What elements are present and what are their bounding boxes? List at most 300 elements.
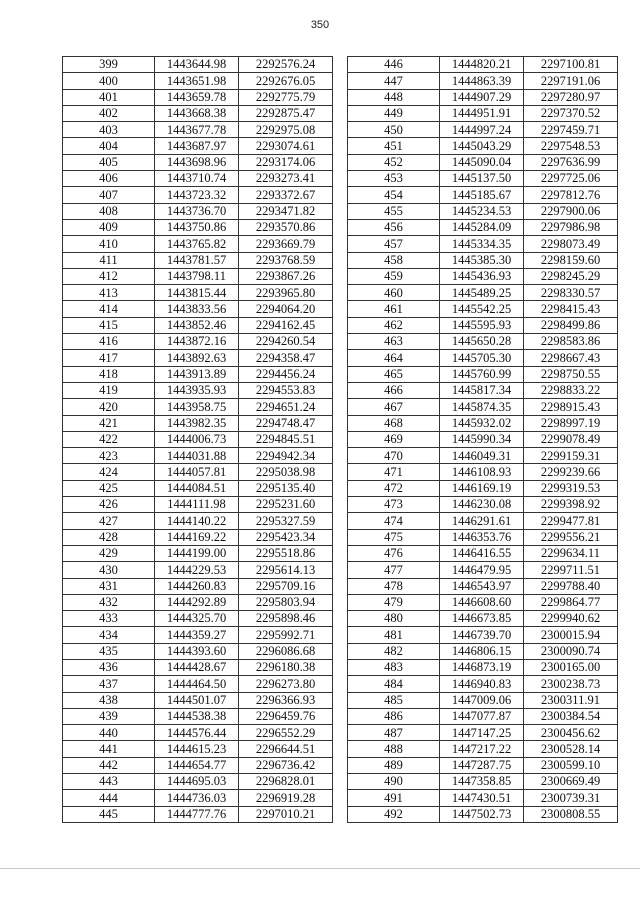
- y-coordinate-cell: 2298833.22: [524, 382, 618, 398]
- x-coordinate-cell: 1446608.60: [440, 594, 524, 610]
- point-number-cell: 450: [348, 122, 440, 138]
- point-number-cell: 481: [348, 627, 440, 643]
- y-coordinate-cell: 2299711.51: [524, 562, 618, 578]
- y-coordinate-cell: 2298499.86: [524, 317, 618, 333]
- point-number-cell: 460: [348, 285, 440, 301]
- table-row: [348, 774, 618, 790]
- x-coordinate-cell: 1443677.78: [155, 122, 239, 138]
- point-number-cell: 407: [63, 187, 155, 203]
- table-row: [63, 350, 333, 366]
- table-row: [63, 252, 333, 268]
- x-coordinate-cell: 1446479.95: [440, 562, 524, 578]
- x-coordinate-cell: 1445385.30: [440, 252, 524, 268]
- y-coordinate-cell: 2294553.83: [239, 382, 333, 398]
- point-number-cell: 433: [63, 611, 155, 627]
- y-coordinate-cell: 2296828.01: [239, 774, 333, 790]
- x-coordinate-cell: 1445284.09: [440, 219, 524, 235]
- point-number-cell: 457: [348, 236, 440, 252]
- point-number-cell: 425: [63, 480, 155, 496]
- y-coordinate-cell: 2297370.52: [524, 105, 618, 121]
- table-row: [63, 790, 333, 806]
- point-number-cell: 444: [63, 790, 155, 806]
- table-row: [63, 105, 333, 121]
- y-coordinate-cell: 2296086.68: [239, 643, 333, 659]
- point-number-cell: 419: [63, 382, 155, 398]
- x-coordinate-cell: 1443798.11: [155, 268, 239, 284]
- coordinate-table-left: [62, 56, 333, 823]
- point-number-cell: 400: [63, 73, 155, 89]
- y-coordinate-cell: 2296273.80: [239, 676, 333, 692]
- x-coordinate-cell: 1446108.93: [440, 464, 524, 480]
- point-number-cell: 428: [63, 529, 155, 545]
- x-coordinate-cell: 1446739.70: [440, 627, 524, 643]
- table-row: [63, 285, 333, 301]
- y-coordinate-cell: 2300808.55: [524, 806, 618, 822]
- point-number-cell: 478: [348, 578, 440, 594]
- y-coordinate-cell: 2297100.81: [524, 57, 618, 73]
- table-row: [348, 317, 618, 333]
- point-number-cell: 442: [63, 757, 155, 773]
- y-coordinate-cell: 2292576.24: [239, 57, 333, 73]
- point-number-cell: 429: [63, 545, 155, 561]
- table-row: [348, 659, 618, 675]
- y-coordinate-cell: 2293471.82: [239, 203, 333, 219]
- y-coordinate-cell: 2294456.24: [239, 366, 333, 382]
- footer-rule: [0, 868, 640, 869]
- table-row: [348, 513, 618, 529]
- table-row: [63, 480, 333, 496]
- point-number-cell: 426: [63, 497, 155, 513]
- x-coordinate-cell: 1446230.08: [440, 497, 524, 513]
- y-coordinate-cell: 2295992.71: [239, 627, 333, 643]
- x-coordinate-cell: 1447147.25: [440, 725, 524, 741]
- table-row: [63, 611, 333, 627]
- y-coordinate-cell: 2300599.10: [524, 757, 618, 773]
- point-number-cell: 422: [63, 431, 155, 447]
- x-coordinate-cell: 1443892.63: [155, 350, 239, 366]
- x-coordinate-cell: 1444464.50: [155, 676, 239, 692]
- y-coordinate-cell: 2297986.98: [524, 219, 618, 235]
- x-coordinate-cell: 1446673.85: [440, 611, 524, 627]
- y-coordinate-cell: 2298245.29: [524, 268, 618, 284]
- x-coordinate-cell: 1444428.67: [155, 659, 239, 675]
- point-number-cell: 459: [348, 268, 440, 284]
- point-number-cell: 417: [63, 350, 155, 366]
- table-row: [348, 171, 618, 187]
- table-row: [63, 774, 333, 790]
- x-coordinate-cell: 1446049.31: [440, 448, 524, 464]
- y-coordinate-cell: 2297191.06: [524, 73, 618, 89]
- y-coordinate-cell: 2300311.91: [524, 692, 618, 708]
- y-coordinate-cell: 2299864.77: [524, 594, 618, 610]
- table-row: [63, 122, 333, 138]
- y-coordinate-cell: 2299319.53: [524, 480, 618, 496]
- x-coordinate-cell: 1443852.46: [155, 317, 239, 333]
- x-coordinate-cell: 1443815.44: [155, 285, 239, 301]
- point-number-cell: 466: [348, 382, 440, 398]
- y-coordinate-cell: 2298997.19: [524, 415, 618, 431]
- y-coordinate-cell: 2294162.45: [239, 317, 333, 333]
- x-coordinate-cell: 1445650.28: [440, 334, 524, 350]
- table-row: [348, 415, 618, 431]
- x-coordinate-cell: 1446543.97: [440, 578, 524, 594]
- point-number-cell: 492: [348, 806, 440, 822]
- x-coordinate-cell: 1443710.74: [155, 171, 239, 187]
- table-row: [63, 236, 333, 252]
- y-coordinate-cell: 2297812.76: [524, 187, 618, 203]
- y-coordinate-cell: 2292875.47: [239, 105, 333, 121]
- y-coordinate-cell: 2297636.99: [524, 154, 618, 170]
- y-coordinate-cell: 2293570.86: [239, 219, 333, 235]
- x-coordinate-cell: 1443781.57: [155, 252, 239, 268]
- table-row: [63, 57, 333, 73]
- point-number-cell: 483: [348, 659, 440, 675]
- point-number-cell: 423: [63, 448, 155, 464]
- x-coordinate-cell: 1444031.88: [155, 448, 239, 464]
- table-row: [348, 366, 618, 382]
- y-coordinate-cell: 2300669.49: [524, 774, 618, 790]
- table-row: [63, 757, 333, 773]
- table-row: [63, 741, 333, 757]
- x-coordinate-cell: 1443698.96: [155, 154, 239, 170]
- y-coordinate-cell: 2294064.20: [239, 301, 333, 317]
- table-row: [348, 643, 618, 659]
- table-row: [348, 578, 618, 594]
- point-number-cell: 490: [348, 774, 440, 790]
- coordinate-table-right: [347, 56, 618, 823]
- point-number-cell: 412: [63, 268, 155, 284]
- table-row: [348, 252, 618, 268]
- table-row: [63, 138, 333, 154]
- x-coordinate-cell: 1443982.35: [155, 415, 239, 431]
- y-coordinate-cell: 2295518.86: [239, 545, 333, 561]
- y-coordinate-cell: 2292676.05: [239, 73, 333, 89]
- point-number-cell: 402: [63, 105, 155, 121]
- point-number-cell: 406: [63, 171, 155, 187]
- table-row: [63, 334, 333, 350]
- point-number-cell: 471: [348, 464, 440, 480]
- x-coordinate-cell: 1446873.19: [440, 659, 524, 675]
- x-coordinate-cell: 1444140.22: [155, 513, 239, 529]
- y-coordinate-cell: 2297725.06: [524, 171, 618, 187]
- table-row: [348, 627, 618, 643]
- point-number-cell: 468: [348, 415, 440, 431]
- y-coordinate-cell: 2295423.34: [239, 529, 333, 545]
- table-row: [63, 627, 333, 643]
- x-coordinate-cell: 1445542.25: [440, 301, 524, 317]
- y-coordinate-cell: 2296366.93: [239, 692, 333, 708]
- table-row: [63, 431, 333, 447]
- y-coordinate-cell: 2294651.24: [239, 399, 333, 415]
- table-row: [63, 806, 333, 822]
- point-number-cell: 464: [348, 350, 440, 366]
- y-coordinate-cell: 2300739.31: [524, 790, 618, 806]
- x-coordinate-cell: 1443935.93: [155, 382, 239, 398]
- table-row: [63, 513, 333, 529]
- y-coordinate-cell: 2298583.86: [524, 334, 618, 350]
- x-coordinate-cell: 1445334.35: [440, 236, 524, 252]
- table-row: [63, 578, 333, 594]
- x-coordinate-cell: 1443668.38: [155, 105, 239, 121]
- point-number-cell: 434: [63, 627, 155, 643]
- y-coordinate-cell: 2300015.94: [524, 627, 618, 643]
- point-number-cell: 474: [348, 513, 440, 529]
- point-number-cell: 488: [348, 741, 440, 757]
- table-row: [348, 448, 618, 464]
- table-row: [63, 708, 333, 724]
- y-coordinate-cell: 2295803.94: [239, 594, 333, 610]
- point-number-cell: 451: [348, 138, 440, 154]
- x-coordinate-cell: 1444084.51: [155, 480, 239, 496]
- x-coordinate-cell: 1444393.60: [155, 643, 239, 659]
- point-number-cell: 479: [348, 594, 440, 610]
- x-coordinate-cell: 1444654.77: [155, 757, 239, 773]
- point-number-cell: 491: [348, 790, 440, 806]
- x-coordinate-cell: 1444292.89: [155, 594, 239, 610]
- table-row: [63, 317, 333, 333]
- y-coordinate-cell: 2297280.97: [524, 89, 618, 105]
- table-row: [63, 676, 333, 692]
- y-coordinate-cell: 2298750.55: [524, 366, 618, 382]
- table-row: [348, 480, 618, 496]
- table-row: [348, 285, 618, 301]
- x-coordinate-cell: 1443913.89: [155, 366, 239, 382]
- point-number-cell: 446: [348, 57, 440, 73]
- table-row: [348, 594, 618, 610]
- table-row: [348, 708, 618, 724]
- x-coordinate-cell: 1445489.25: [440, 285, 524, 301]
- table-row: [63, 692, 333, 708]
- point-number-cell: 473: [348, 497, 440, 513]
- x-coordinate-cell: 1444359.27: [155, 627, 239, 643]
- y-coordinate-cell: 2298915.43: [524, 399, 618, 415]
- y-coordinate-cell: 2299634.11: [524, 545, 618, 561]
- x-coordinate-cell: 1447430.51: [440, 790, 524, 806]
- table-row: [348, 399, 618, 415]
- y-coordinate-cell: 2294748.47: [239, 415, 333, 431]
- table-row: [348, 464, 618, 480]
- y-coordinate-cell: 2298330.57: [524, 285, 618, 301]
- y-coordinate-cell: 2296644.51: [239, 741, 333, 757]
- x-coordinate-cell: 1443872.16: [155, 334, 239, 350]
- y-coordinate-cell: 2296919.28: [239, 790, 333, 806]
- x-coordinate-cell: 1447287.75: [440, 757, 524, 773]
- point-number-cell: 411: [63, 252, 155, 268]
- table-row: [348, 105, 618, 121]
- point-number-cell: 409: [63, 219, 155, 235]
- x-coordinate-cell: 1444501.07: [155, 692, 239, 708]
- table-row: [63, 187, 333, 203]
- y-coordinate-cell: 2300384.54: [524, 708, 618, 724]
- y-coordinate-cell: 2297459.71: [524, 122, 618, 138]
- point-number-cell: 463: [348, 334, 440, 350]
- y-coordinate-cell: 2293669.79: [239, 236, 333, 252]
- y-coordinate-cell: 2293273.41: [239, 171, 333, 187]
- point-number-cell: 469: [348, 431, 440, 447]
- x-coordinate-cell: 1444111.98: [155, 497, 239, 513]
- x-coordinate-cell: 1443958.75: [155, 399, 239, 415]
- point-number-cell: 403: [63, 122, 155, 138]
- point-number-cell: 399: [63, 57, 155, 73]
- x-coordinate-cell: 1444863.39: [440, 73, 524, 89]
- point-number-cell: 489: [348, 757, 440, 773]
- y-coordinate-cell: 2300528.14: [524, 741, 618, 757]
- y-coordinate-cell: 2295038.98: [239, 464, 333, 480]
- point-number-cell: 441: [63, 741, 155, 757]
- table-row: [348, 562, 618, 578]
- point-number-cell: 418: [63, 366, 155, 382]
- point-number-cell: 424: [63, 464, 155, 480]
- point-number-cell: 452: [348, 154, 440, 170]
- y-coordinate-cell: 2293372.67: [239, 187, 333, 203]
- y-coordinate-cell: 2296459.76: [239, 708, 333, 724]
- point-number-cell: 437: [63, 676, 155, 692]
- x-coordinate-cell: 1444997.24: [440, 122, 524, 138]
- x-coordinate-cell: 1443765.82: [155, 236, 239, 252]
- x-coordinate-cell: 1446940.83: [440, 676, 524, 692]
- y-coordinate-cell: 2298415.43: [524, 301, 618, 317]
- y-coordinate-cell: 2298159.60: [524, 252, 618, 268]
- y-coordinate-cell: 2299159.31: [524, 448, 618, 464]
- x-coordinate-cell: 1444907.29: [440, 89, 524, 105]
- table-row: [348, 545, 618, 561]
- y-coordinate-cell: 2297548.53: [524, 138, 618, 154]
- table-row: [63, 171, 333, 187]
- table-row: [348, 203, 618, 219]
- x-coordinate-cell: 1444325.70: [155, 611, 239, 627]
- point-number-cell: 432: [63, 594, 155, 610]
- table-row: [63, 268, 333, 284]
- table-row: [63, 219, 333, 235]
- page-number: 350: [310, 19, 330, 31]
- point-number-cell: 431: [63, 578, 155, 594]
- point-number-cell: 470: [348, 448, 440, 464]
- table-row: [348, 806, 618, 822]
- y-coordinate-cell: 2293074.61: [239, 138, 333, 154]
- table-row: [348, 497, 618, 513]
- point-number-cell: 487: [348, 725, 440, 741]
- table-row: [63, 73, 333, 89]
- y-coordinate-cell: 2293965.80: [239, 285, 333, 301]
- y-coordinate-cell: 2296180.38: [239, 659, 333, 675]
- table-row: [63, 415, 333, 431]
- point-number-cell: 408: [63, 203, 155, 219]
- x-coordinate-cell: 1447009.06: [440, 692, 524, 708]
- table-row: [63, 643, 333, 659]
- table-row: [348, 301, 618, 317]
- y-coordinate-cell: 2293768.59: [239, 252, 333, 268]
- point-number-cell: 485: [348, 692, 440, 708]
- x-coordinate-cell: 1445817.34: [440, 382, 524, 398]
- x-coordinate-cell: 1444229.53: [155, 562, 239, 578]
- y-coordinate-cell: 2299477.81: [524, 513, 618, 529]
- x-coordinate-cell: 1444695.03: [155, 774, 239, 790]
- table-row: [348, 611, 618, 627]
- table-row: [348, 268, 618, 284]
- point-number-cell: 477: [348, 562, 440, 578]
- point-number-cell: 435: [63, 643, 155, 659]
- point-number-cell: 405: [63, 154, 155, 170]
- y-coordinate-cell: 2295135.40: [239, 480, 333, 496]
- table-row: [63, 89, 333, 105]
- y-coordinate-cell: 2298667.43: [524, 350, 618, 366]
- x-coordinate-cell: 1444199.00: [155, 545, 239, 561]
- y-coordinate-cell: 2298073.49: [524, 236, 618, 252]
- point-number-cell: 461: [348, 301, 440, 317]
- x-coordinate-cell: 1445090.04: [440, 154, 524, 170]
- x-coordinate-cell: 1444057.81: [155, 464, 239, 480]
- x-coordinate-cell: 1444006.73: [155, 431, 239, 447]
- table-row: [63, 154, 333, 170]
- table-row: [348, 122, 618, 138]
- x-coordinate-cell: 1443833.56: [155, 301, 239, 317]
- x-coordinate-cell: 1445137.50: [440, 171, 524, 187]
- point-number-cell: 486: [348, 708, 440, 724]
- x-coordinate-cell: 1443659.78: [155, 89, 239, 105]
- point-number-cell: 482: [348, 643, 440, 659]
- point-number-cell: 472: [348, 480, 440, 496]
- point-number-cell: 455: [348, 203, 440, 219]
- y-coordinate-cell: 2296736.42: [239, 757, 333, 773]
- point-number-cell: 439: [63, 708, 155, 724]
- x-coordinate-cell: 1443750.86: [155, 219, 239, 235]
- point-number-cell: 449: [348, 105, 440, 121]
- point-number-cell: 416: [63, 334, 155, 350]
- table-row: [348, 382, 618, 398]
- point-number-cell: 427: [63, 513, 155, 529]
- y-coordinate-cell: 2294845.51: [239, 431, 333, 447]
- y-coordinate-cell: 2295231.60: [239, 497, 333, 513]
- table-row: [63, 545, 333, 561]
- point-number-cell: 438: [63, 692, 155, 708]
- y-coordinate-cell: 2297900.06: [524, 203, 618, 219]
- point-number-cell: 465: [348, 366, 440, 382]
- y-coordinate-cell: 2295709.16: [239, 578, 333, 594]
- table-row: [348, 676, 618, 692]
- point-number-cell: 443: [63, 774, 155, 790]
- table-row: [63, 301, 333, 317]
- x-coordinate-cell: 1444260.83: [155, 578, 239, 594]
- table-row: [63, 594, 333, 610]
- table-row: [348, 334, 618, 350]
- y-coordinate-cell: 2295614.13: [239, 562, 333, 578]
- y-coordinate-cell: 2295327.59: [239, 513, 333, 529]
- y-coordinate-cell: 2299556.21: [524, 529, 618, 545]
- point-number-cell: 454: [348, 187, 440, 203]
- point-number-cell: 475: [348, 529, 440, 545]
- y-coordinate-cell: 2299078.49: [524, 431, 618, 447]
- point-number-cell: 476: [348, 545, 440, 561]
- table-row: [348, 692, 618, 708]
- x-coordinate-cell: 1445185.67: [440, 187, 524, 203]
- x-coordinate-cell: 1445874.35: [440, 399, 524, 415]
- x-coordinate-cell: 1444576.44: [155, 725, 239, 741]
- x-coordinate-cell: 1446353.76: [440, 529, 524, 545]
- y-coordinate-cell: 2295898.46: [239, 611, 333, 627]
- y-coordinate-cell: 2300238.73: [524, 676, 618, 692]
- table-row: [63, 448, 333, 464]
- x-coordinate-cell: 1447217.22: [440, 741, 524, 757]
- point-number-cell: 440: [63, 725, 155, 741]
- table-row: [63, 382, 333, 398]
- point-number-cell: 421: [63, 415, 155, 431]
- point-number-cell: 458: [348, 252, 440, 268]
- x-coordinate-cell: 1444615.23: [155, 741, 239, 757]
- x-coordinate-cell: 1443736.70: [155, 203, 239, 219]
- y-coordinate-cell: 2297010.21: [239, 806, 333, 822]
- point-number-cell: 480: [348, 611, 440, 627]
- table-row: [348, 187, 618, 203]
